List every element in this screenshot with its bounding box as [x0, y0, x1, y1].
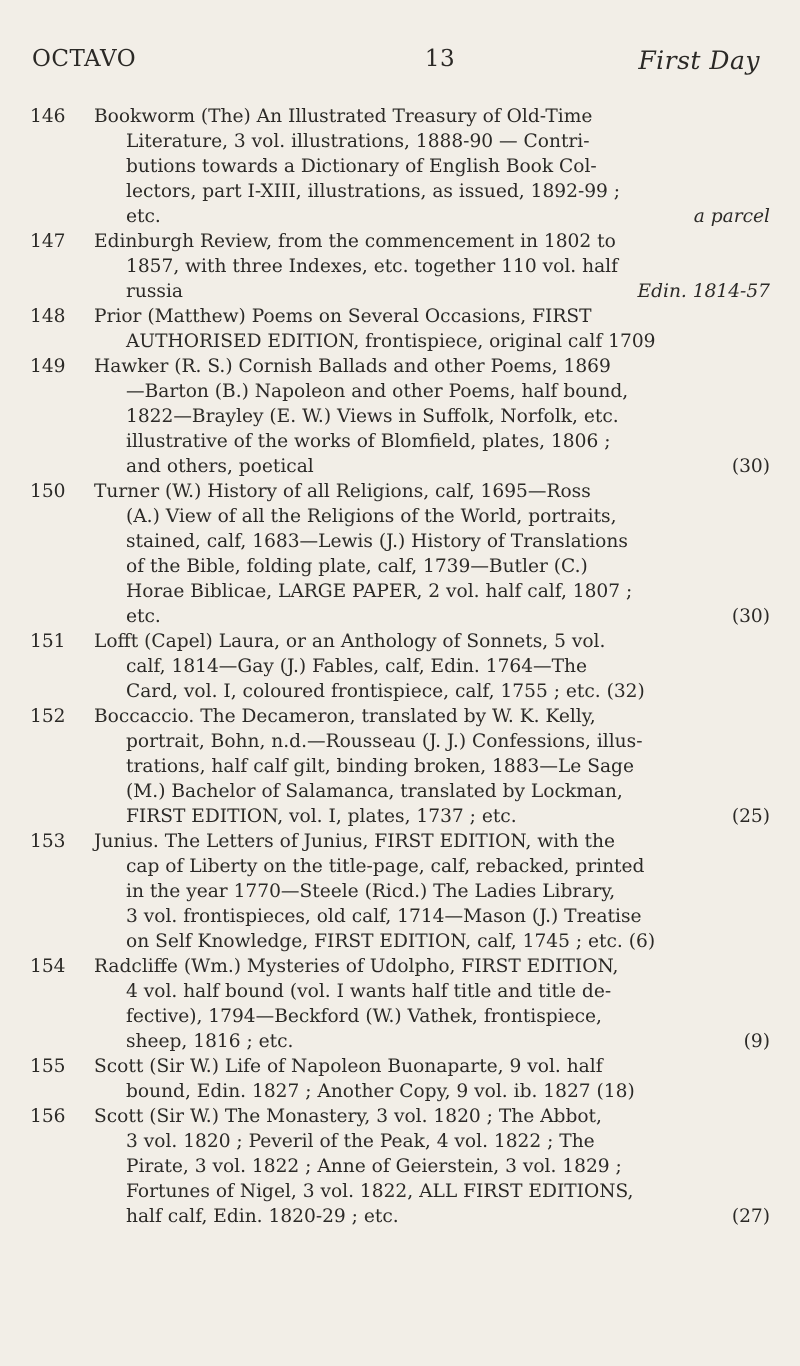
lot-entry	[30, 304, 770, 354]
lot-entry	[30, 1104, 770, 1229]
lot-line: Card, vol. I, coloured frontispiece, calf, 1755 ; etc. (32)	[126, 681, 645, 702]
lot-price: (30)	[731, 606, 770, 627]
lot-entry	[30, 479, 770, 629]
lot-number: 150	[30, 481, 66, 502]
lot-line: calf, 1814—Gay (J.) Fables, calf, Edin. 1764—The	[126, 656, 588, 677]
lot-line: trations, half calf gilt, binding broken, 1883—Le Sage	[126, 756, 634, 777]
lot-line: Edinburgh Review, from the commencement in 1802 to	[94, 231, 616, 252]
lot-price: a parcel	[693, 206, 770, 227]
lot-line: sheep, 1816 ; etc. (9)	[126, 1031, 770, 1052]
lot-description	[94, 954, 770, 1054]
lot-description	[94, 229, 770, 304]
lot-line: bound, Edin. 1827 ; Another Copy, 9 vol. ib. 1827 (18)	[126, 1081, 635, 1102]
lot-description	[94, 104, 770, 229]
lot-line: Pirate, 3 vol. 1822 ; Anne of Geierstein, 3 vol. 1829 ;	[126, 1156, 622, 1177]
lot-line: illustrative of the works of Blomfield, plates, 1806 ;	[126, 431, 611, 452]
lot-line: in the year 1770—Steele (Ricd.) The Ladies Library,	[126, 881, 616, 902]
lot-line: 1857, with three Indexes, etc. together 110 vol. half	[126, 256, 618, 277]
lot-line: etc. a parcel	[126, 206, 770, 227]
lot-description	[94, 479, 770, 629]
lot-price: Edin. 1814-57	[637, 281, 770, 302]
lot-number: 153	[30, 831, 66, 852]
lot-entry	[30, 229, 770, 304]
lot-description	[94, 629, 770, 704]
lot-line: Lofft (Capel) Laura, or an Anthology of Sonnets, 5 vol.	[94, 631, 606, 652]
lot-line: on Self Knowledge, FIRST EDITION, calf, 1745 ; etc. (6)	[126, 931, 656, 952]
lot-number: 147	[30, 231, 66, 252]
lot-number: 151	[30, 631, 66, 652]
lot-line: 4 vol. half bound (vol. I wants half title and title de-	[126, 981, 612, 1002]
lot-price: (27)	[731, 1206, 770, 1227]
lot-list	[30, 104, 770, 1229]
lot-line: Scott (Sir W.) Life of Napoleon Buonaparte, 9 vol. half	[94, 1056, 603, 1077]
lot-line: 3 vol. frontispieces, old calf, 1714—Mason (J.) Treatise	[126, 906, 642, 927]
lot-line: Literature, 3 vol. illustrations, 1888-90 — Contri-	[126, 131, 590, 152]
lot-description	[94, 304, 770, 354]
lot-number: 155	[30, 1056, 66, 1077]
lot-line: Fortunes of Nigel, 3 vol. 1822, ALL FIRST EDITIONS,	[126, 1181, 634, 1202]
lot-price: (25)	[731, 806, 770, 827]
running-head	[32, 46, 760, 76]
lot-line: FIRST EDITION, vol. I, plates, 1737 ; etc. (25)	[126, 806, 770, 827]
lot-line: AUTHORISED EDITION, frontispiece, original calf 1709	[126, 331, 656, 352]
lot-description	[94, 354, 770, 479]
lot-line: (M.) Bachelor of Salamanca, translated by Lockman,	[126, 781, 623, 802]
lot-line: of the Bible, folding plate, calf, 1739—Butler (C.)	[126, 556, 588, 577]
lot-entry	[30, 104, 770, 229]
lot-entry	[30, 704, 770, 829]
page-number: 13	[424, 46, 456, 72]
lot-line: russia Edin. 1814-57	[126, 281, 770, 302]
lot-line: butions towards a Dictionary of English Book Col-	[126, 156, 597, 177]
lot-description	[94, 1104, 770, 1229]
lot-line: (A.) View of all the Religions of the World, portraits,	[126, 506, 617, 527]
lot-entry	[30, 354, 770, 479]
lot-description	[94, 829, 770, 954]
lot-price: (9)	[743, 1031, 770, 1052]
lot-line: portrait, Bohn, n.d.—Rousseau (J. J.) Confessions, illus-	[126, 731, 643, 752]
lot-line: Bookworm (The) An Illustrated Treasury of Old-Time	[94, 106, 593, 127]
header-sale-day: First Day	[638, 46, 760, 75]
lot-line: half calf, Edin. 1820-29 ; etc. (27)	[126, 1206, 770, 1227]
lot-line: Radcliffe (Wm.) Mysteries of Udolpho, FIRST EDITION,	[94, 956, 619, 977]
lot-line: cap of Liberty on the title-page, calf, rebacked, printed	[126, 856, 645, 877]
lot-line: fective), 1794—Beckford (W.) Vathek, frontispiece,	[126, 1006, 602, 1027]
lot-entry	[30, 1054, 770, 1104]
lot-number: 149	[30, 356, 66, 377]
lot-number: 154	[30, 956, 66, 977]
lot-line: Turner (W.) History of all Religions, calf, 1695—Ross	[94, 481, 591, 502]
lot-line: Hawker (R. S.) Cornish Ballads and other Poems, 1869	[94, 356, 611, 377]
lot-line: and others, poetical (30)	[126, 456, 770, 477]
lot-line: Boccaccio. The Decameron, translated by W. K. Kelly,	[94, 706, 596, 727]
lot-entry	[30, 629, 770, 704]
lot-description	[94, 704, 770, 829]
lot-description	[94, 1054, 770, 1104]
lot-line: Scott (Sir W.) The Monastery, 3 vol. 1820 ; The Abbot,	[94, 1106, 602, 1127]
lot-line: 3 vol. 1820 ; Peveril of the Peak, 4 vol. 1822 ; The	[126, 1131, 595, 1152]
header-format: OCTAVO	[32, 46, 137, 72]
lot-entry	[30, 954, 770, 1054]
lot-line: Prior (Matthew) Poems on Several Occasions, FIRST	[94, 306, 592, 327]
lot-line: 1822—Brayley (E. W.) Views in Suffolk, Norfolk, etc.	[126, 406, 619, 427]
lot-number: 146	[30, 106, 66, 127]
lot-entry	[30, 829, 770, 954]
lot-line: lectors, part I-XIII, illustrations, as issued, 1892-99 ;	[126, 181, 621, 202]
lot-line: stained, calf, 1683—Lewis (J.) History of Translations	[126, 531, 628, 552]
lot-number: 156	[30, 1106, 66, 1127]
lot-line: Junius. The Letters of Junius, FIRST EDITION, with the	[94, 831, 615, 852]
lot-number: 148	[30, 306, 66, 327]
lot-number: 152	[30, 706, 66, 727]
lot-line: —Barton (B.) Napoleon and other Poems, half bound,	[126, 381, 629, 402]
lot-price: (30)	[731, 456, 770, 477]
lot-line: etc. (30)	[126, 606, 770, 627]
lot-line: Horae Biblicae, LARGE PAPER, 2 vol. half calf, 1807 ;	[126, 581, 633, 602]
